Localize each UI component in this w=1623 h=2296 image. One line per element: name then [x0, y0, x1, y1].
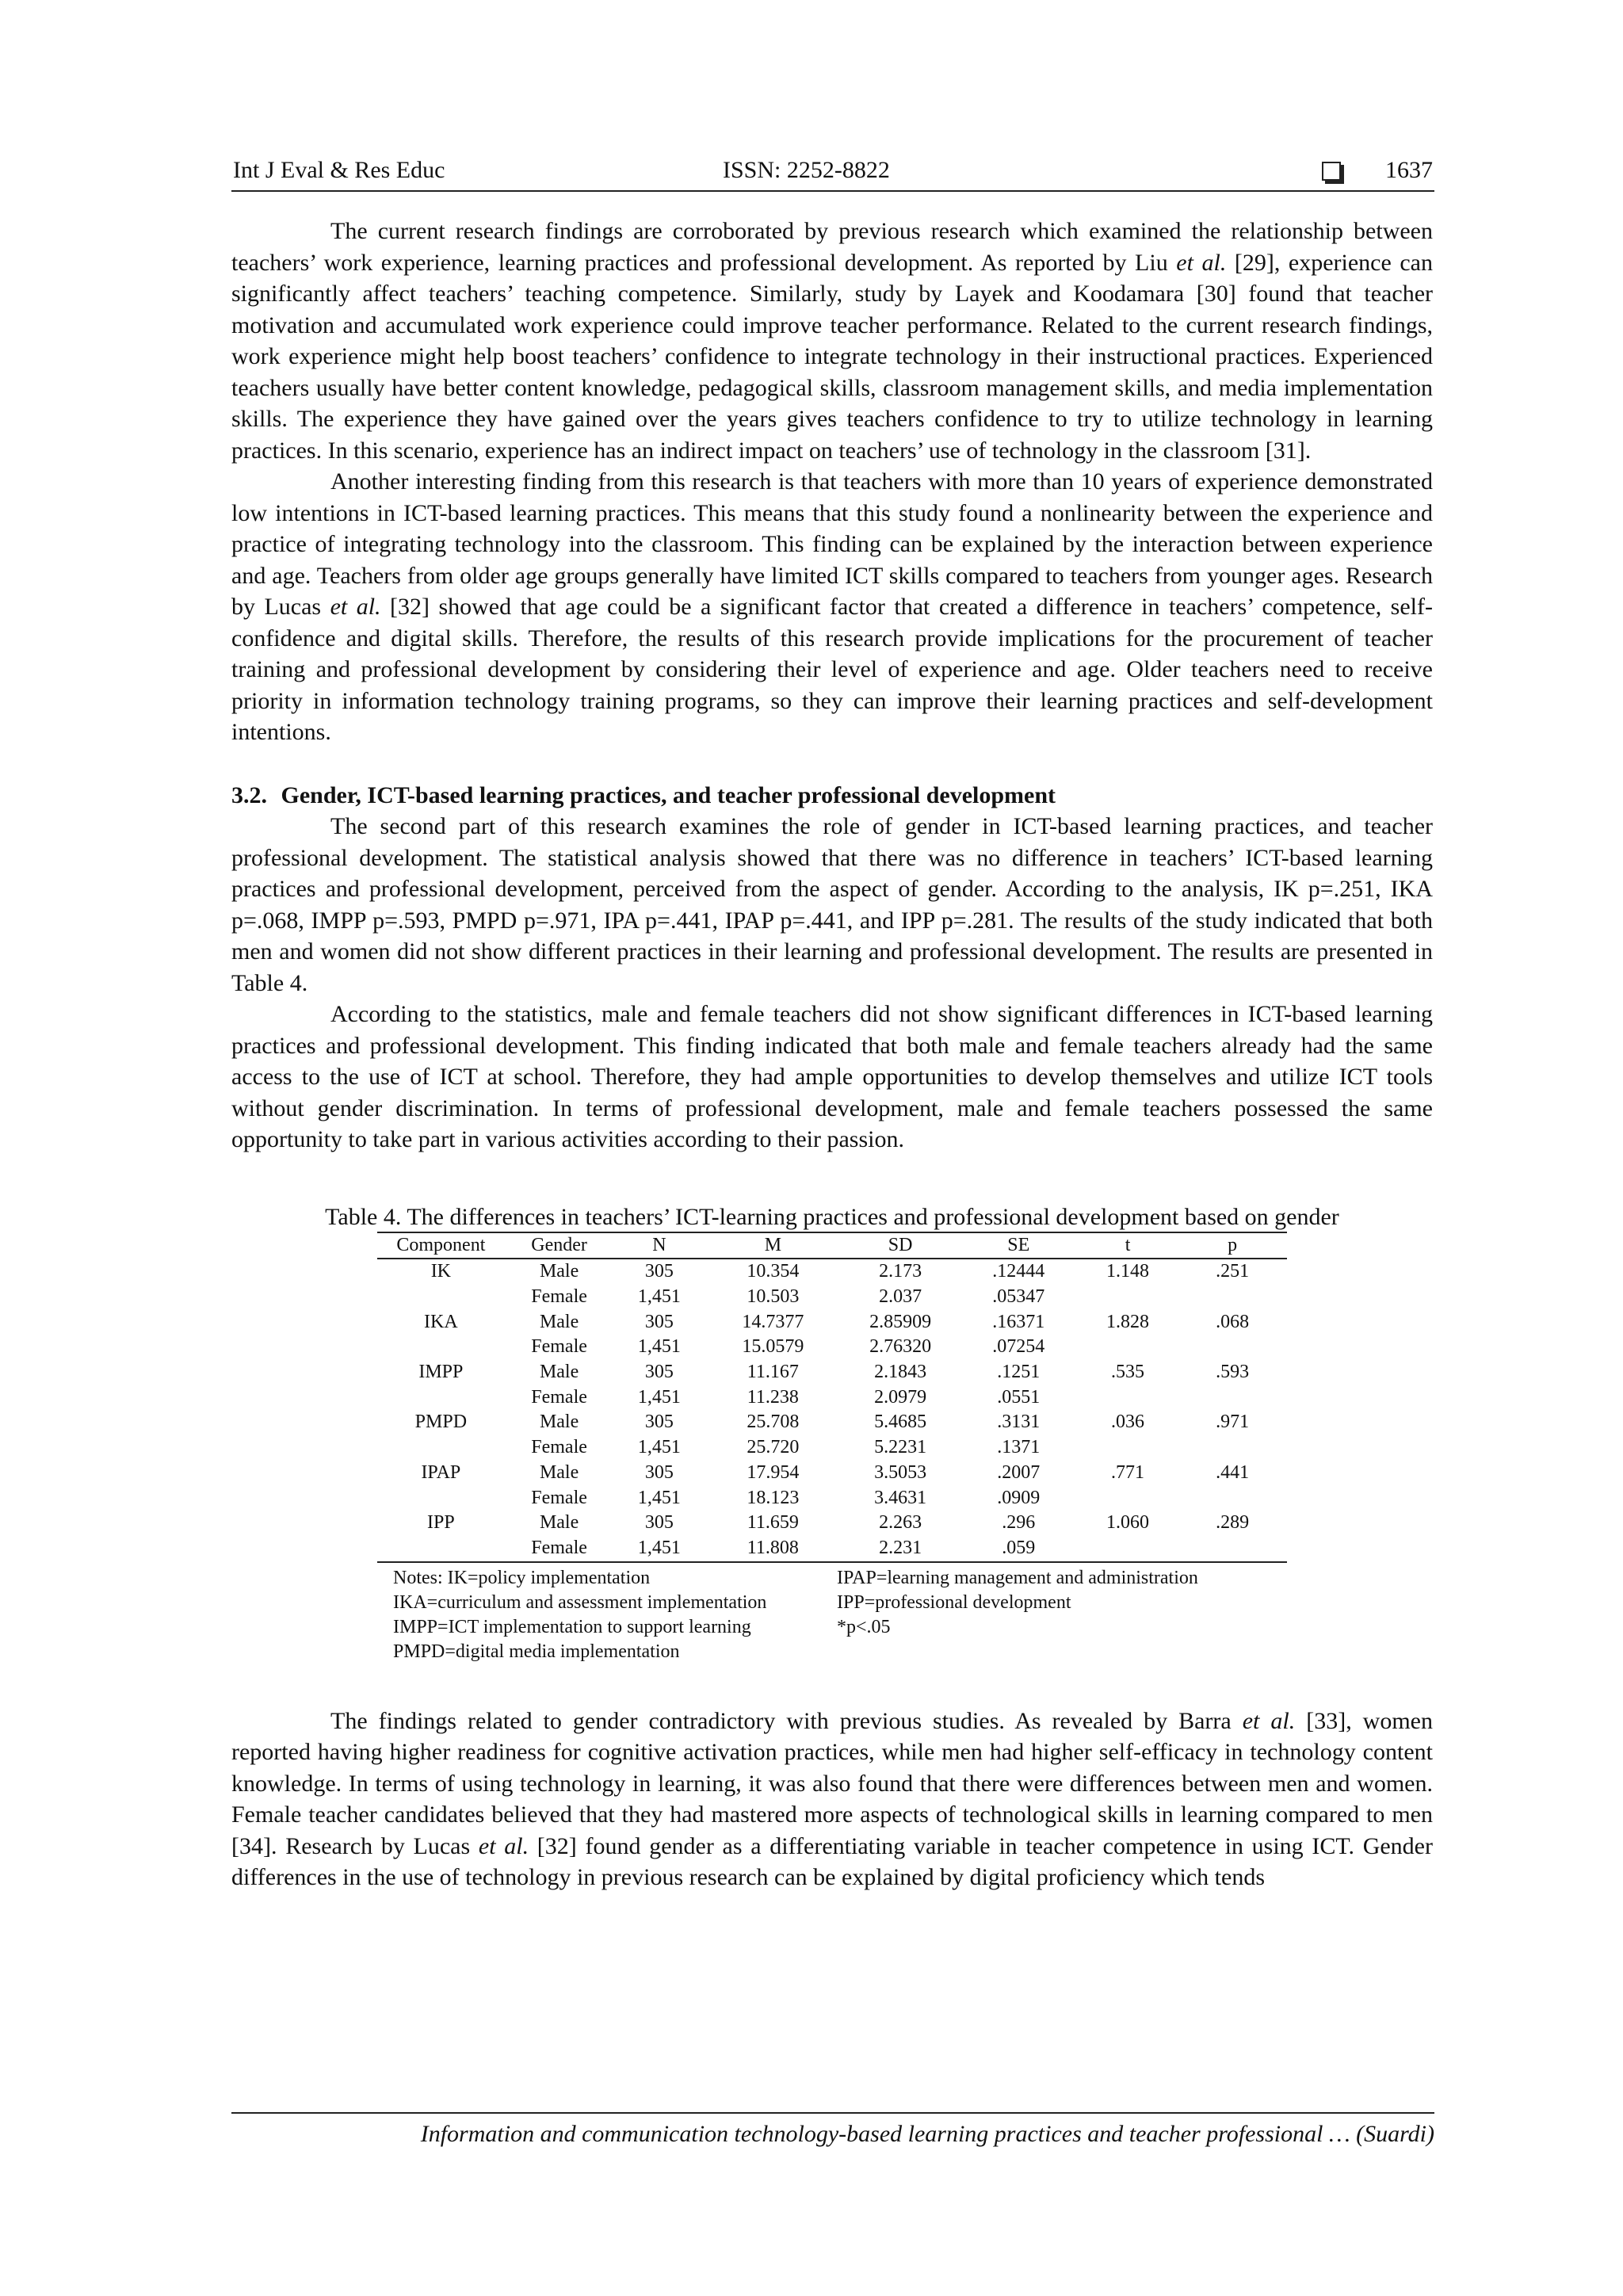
- table-cell: IPP: [427, 1512, 455, 1534]
- table-cell: 15.0579: [742, 1336, 804, 1358]
- table-cell: Female: [505, 1536, 614, 1562]
- table-cell: 3.5053: [874, 1461, 927, 1483]
- note-line: PMPD=digital media implementation: [393, 1641, 680, 1662]
- table-cell: .3131: [997, 1412, 1041, 1433]
- section-number: 3.2.: [231, 781, 267, 808]
- table-cell: Male: [539, 1311, 579, 1332]
- table-cell: 18.123: [747, 1487, 800, 1508]
- table-cell: 10.354: [747, 1261, 800, 1282]
- table-cell: [377, 1285, 505, 1310]
- table-cell: .771: [1111, 1461, 1145, 1483]
- paragraph: [231, 466, 1433, 748]
- table-row: [377, 1410, 1287, 1435]
- table-cell: .0551: [997, 1386, 1041, 1408]
- table-cell: 305: [644, 1461, 674, 1483]
- data-table: [377, 1232, 1287, 1563]
- column-header: SD: [841, 1232, 959, 1259]
- table-cell: [1178, 1486, 1287, 1511]
- italic-text: et al.: [1176, 249, 1227, 276]
- page-number: 1637: [1385, 157, 1433, 183]
- column-header: SE: [960, 1232, 1078, 1259]
- table-cell: Female: [531, 1386, 587, 1408]
- table-cell: Male: [539, 1461, 579, 1483]
- section-heading: [231, 780, 1433, 812]
- table-row: [377, 1511, 1287, 1536]
- italic-text: et al.: [478, 1832, 529, 1859]
- paragraph: [231, 811, 1433, 999]
- paragraph: [231, 999, 1433, 1156]
- table-cell: IKA: [424, 1311, 458, 1332]
- italic-text: et al.: [330, 594, 381, 620]
- note-line: Notes: IK=policy implementation: [393, 1567, 651, 1588]
- table-cell: [377, 1536, 505, 1562]
- table-row: [377, 1486, 1287, 1511]
- table-cell: .1251: [997, 1362, 1041, 1383]
- table-cell: 2.1843: [874, 1362, 927, 1383]
- paragraph: [231, 216, 1433, 466]
- table-cell: 2.263: [879, 1512, 922, 1534]
- table-cell: 10.503: [747, 1286, 800, 1307]
- table-cell: [377, 1335, 505, 1360]
- text-run: Another interesting finding from this research is that teachers with more than 10 years of experience demonstrated low intentions in ICT-based learning practices. This means that this study found a nonlinearity between the experience and practice of integrating technology into the classroom. This finding can be explained by the interaction between experience and age. Teachers from older age groups generally have limited ICT skills compared to teachers from younger ages. Research by Lucas: [231, 468, 1433, 620]
- section-title: Gender, ICT-based learning practices, and teacher professional development: [281, 781, 1056, 808]
- text-run: The findings related to gender contradictory with previous studies. As revealed by Barra: [330, 1707, 1243, 1734]
- table-cell: [1078, 1385, 1178, 1411]
- table-row: [377, 1435, 1287, 1461]
- table-row: [377, 1310, 1287, 1335]
- table-caption: Table 4. The differences in teachers’ ICT-learning practices and professional development based on gender: [325, 1203, 1339, 1230]
- text-run: [33], women reported having higher readiness for cognitive activation practices, while men had higher self-efficacy in technology content knowledge. In terms of using technology in learning, it was also found that there were differences between men and women. Female teacher candidates believed that they had mastered more aspects of technological skills in learning compared to men [34]. Research by Lucas: [231, 1707, 1433, 1859]
- table-cell: 11.808: [705, 1536, 841, 1562]
- table-cell: Male: [539, 1362, 579, 1383]
- table-cell: 17.954: [747, 1461, 800, 1483]
- table-cell: [377, 1486, 505, 1511]
- table-cell: 1,451: [637, 1286, 681, 1307]
- table-cell: [1078, 1486, 1178, 1511]
- table-cell: 305: [644, 1261, 674, 1282]
- table-cell: [1178, 1335, 1287, 1360]
- table-cell: 2.231: [841, 1536, 959, 1562]
- notes-right: [837, 1566, 1287, 1664]
- table-cell: Female: [531, 1286, 587, 1307]
- table-cell: 305: [644, 1311, 674, 1332]
- table-cell: .296: [1002, 1512, 1036, 1534]
- table-cell: .0909: [997, 1487, 1041, 1508]
- note-line: IPP=professional development: [837, 1591, 1071, 1613]
- table-cell: Male: [539, 1512, 579, 1534]
- paragraph: [231, 1706, 1433, 1893]
- table-cell: 1,451: [637, 1437, 681, 1458]
- table-row: [377, 1335, 1287, 1360]
- spacer: [231, 1156, 1433, 1203]
- column-header: N: [613, 1232, 705, 1259]
- page-body: [231, 216, 1433, 1893]
- table-cell: .059: [960, 1536, 1078, 1562]
- table-row: [377, 1259, 1287, 1285]
- table-cell: 1.060: [1106, 1512, 1150, 1534]
- table-row: [377, 1536, 1287, 1562]
- table-cell: .16371: [992, 1311, 1045, 1332]
- table-cell: .251: [1216, 1261, 1250, 1282]
- table-cell: 305: [644, 1412, 674, 1433]
- table-cell: .05347: [992, 1286, 1045, 1307]
- table-cell: IMPP: [418, 1362, 464, 1383]
- table-header-row: [377, 1232, 1287, 1259]
- table-cell: .441: [1216, 1461, 1250, 1483]
- text-run: [32] found gender as a differentiating variable in teacher competence in using ICT. Gender differences in the use of technology in previous research can be explained by digital proficiency which tends: [231, 1832, 1433, 1891]
- table-cell: [1078, 1435, 1178, 1461]
- journal-name: Int J Eval & Res Educ: [233, 157, 445, 183]
- table-cell: .593: [1216, 1362, 1250, 1383]
- spacer: [231, 748, 1433, 780]
- table-cell: 5.4685: [874, 1412, 927, 1433]
- text-run: [29], experience can significantly affect teachers’ teaching competence. Similarly, study by Layek and Koodamara [30] found that teacher motivation and accumulated work experience could improve teacher performance. Related to the current research findings, work experience might help boost teachers’ confidence to integrate technology in their instructional practices. Experienced teachers usually have better content knowledge, pedagogical skills, classroom management skills, and media implementation skills. The experience they have gained over the years gives teachers confidence to try to utilize technology in learning practices. In this scenario, experience has an indirect impact on teachers’ use of technology in the classroom [31].: [231, 249, 1433, 464]
- text-run: The second part of this research examines the role of gender in ICT-based learning practices, and teacher professional development. The statistical analysis showed that there was no difference in teachers’ ICT-based learning practices and professional development, perceived from the aspect of gender. According to the analysis, IK p=.251, IKA p=.068, IMPP p=.593, PMPD p=.971, IPA p=.441, IPAP p=.441, and IPP p=.281. The results of the study indicated that both men and women did not show different practices in their learning and professional development. The results are presented in Table 4.: [231, 813, 1433, 996]
- table-cell: .971: [1216, 1412, 1250, 1433]
- table-row: [377, 1360, 1287, 1385]
- note-line: IPAP=learning management and administration: [837, 1567, 1198, 1588]
- note-line: *p<.05: [837, 1616, 891, 1637]
- note-line: IKA=curriculum and assessment implementation: [393, 1591, 767, 1613]
- table-cell: 25.708: [747, 1412, 800, 1433]
- table-cell: 1,451: [637, 1386, 681, 1408]
- table-cell: Male: [539, 1412, 579, 1433]
- column-header: Gender: [505, 1232, 614, 1259]
- table-notes: [377, 1566, 1287, 1664]
- text-run: The current research findings are corroborated by previous research which examined the relationship between teachers’ work experience, learning practices and professional development. As reported by Liu: [231, 218, 1433, 276]
- table-cell: 2.85909: [869, 1311, 932, 1332]
- table-cell: Female: [531, 1336, 587, 1358]
- table-cell: 1,451: [637, 1487, 681, 1508]
- table-cell: 2.037: [879, 1286, 922, 1307]
- table-cell: Female: [531, 1437, 587, 1458]
- table-cell: 11.659: [747, 1512, 799, 1534]
- column-header: M: [705, 1232, 841, 1259]
- table-cell: IPAP: [421, 1461, 461, 1483]
- text-run: According to the statistics, male and female teachers did not show significant differences in ICT-based learning practices and professional development. This finding indicated that both male and female teachers already had the same access to the use of ICT at school. Therefore, they had ample opportunities to develop themselves and utilize ICT tools without gender discrimination. In terms of professional development, male and female teachers possessed the same opportunity to take part in various activities according to their passion.: [231, 1001, 1433, 1152]
- table-cell: [1078, 1285, 1178, 1310]
- table-row: [377, 1385, 1287, 1411]
- table-cell: IK: [430, 1261, 452, 1282]
- table-row: [377, 1461, 1287, 1486]
- table-cell: 305: [644, 1362, 674, 1383]
- table-cell: [1178, 1285, 1287, 1310]
- table-cell: [1178, 1435, 1287, 1461]
- table-cell: .1371: [997, 1437, 1041, 1458]
- table-cell: .289: [1216, 1512, 1250, 1534]
- table-cell: .2007: [997, 1461, 1041, 1483]
- note-line: IMPP=ICT implementation to support learning: [393, 1616, 751, 1637]
- table-body: [377, 1259, 1287, 1561]
- running-footer: Information and communication technology-based learning practices and teacher professional … (Suardi): [231, 2112, 1434, 2150]
- table-cell: 305: [644, 1512, 674, 1534]
- table-cell: .12444: [992, 1261, 1045, 1282]
- table-cell: [1078, 1335, 1178, 1360]
- table-cell: .036: [1111, 1412, 1145, 1433]
- table-cell: 14.7377: [742, 1311, 804, 1332]
- notes-left: [377, 1566, 837, 1664]
- table-cell: 25.720: [747, 1437, 800, 1458]
- table-cell: Male: [539, 1261, 579, 1282]
- column-header: t: [1078, 1232, 1178, 1259]
- table-cell: .068: [1216, 1311, 1250, 1332]
- table-cell: PMPD: [414, 1412, 468, 1433]
- table-cell: 1.148: [1106, 1261, 1150, 1282]
- running-header: [231, 155, 1434, 192]
- table-cell: .535: [1111, 1362, 1145, 1383]
- table-cell: 11.167: [747, 1362, 799, 1383]
- italic-text: et al.: [1242, 1707, 1296, 1734]
- table-cell: [377, 1435, 505, 1461]
- spacer: [231, 1664, 1433, 1706]
- table-cell: 5.2231: [874, 1437, 927, 1458]
- table-cell: 1,451: [613, 1536, 705, 1562]
- table-cell: [1078, 1536, 1178, 1562]
- table-cell: [1178, 1536, 1287, 1562]
- table-cell: 1.828: [1106, 1311, 1150, 1332]
- table-cell: .07254: [992, 1336, 1045, 1358]
- table-cell: [377, 1385, 505, 1411]
- table-cell: 2.76320: [869, 1336, 932, 1358]
- table-cell: 11.238: [747, 1386, 799, 1408]
- text-run: [32] showed that age could be a significant factor that created a difference in teachers’ competence, self-confidence and digital skills. Therefore, the results of this research provide implications for the procurement of teacher training and professional development by considering their level of experience and age. Older teachers need to receive priority in information technology training programs, so they can improve their learning practices and self-development intentions.: [231, 594, 1433, 745]
- column-header: Component: [377, 1232, 505, 1259]
- table-cell: 3.4631: [874, 1487, 927, 1508]
- table-cell: Female: [531, 1487, 587, 1508]
- table-cell: 1,451: [637, 1336, 681, 1358]
- square-bullet-icon: [1322, 162, 1341, 181]
- table-cell: 2.0979: [874, 1386, 927, 1408]
- issn: ISSN: 2252-8822: [723, 157, 890, 183]
- table-cell: [1178, 1385, 1287, 1411]
- table-row: [377, 1285, 1287, 1310]
- table-cell: 2.173: [879, 1261, 922, 1282]
- column-header: p: [1178, 1232, 1287, 1259]
